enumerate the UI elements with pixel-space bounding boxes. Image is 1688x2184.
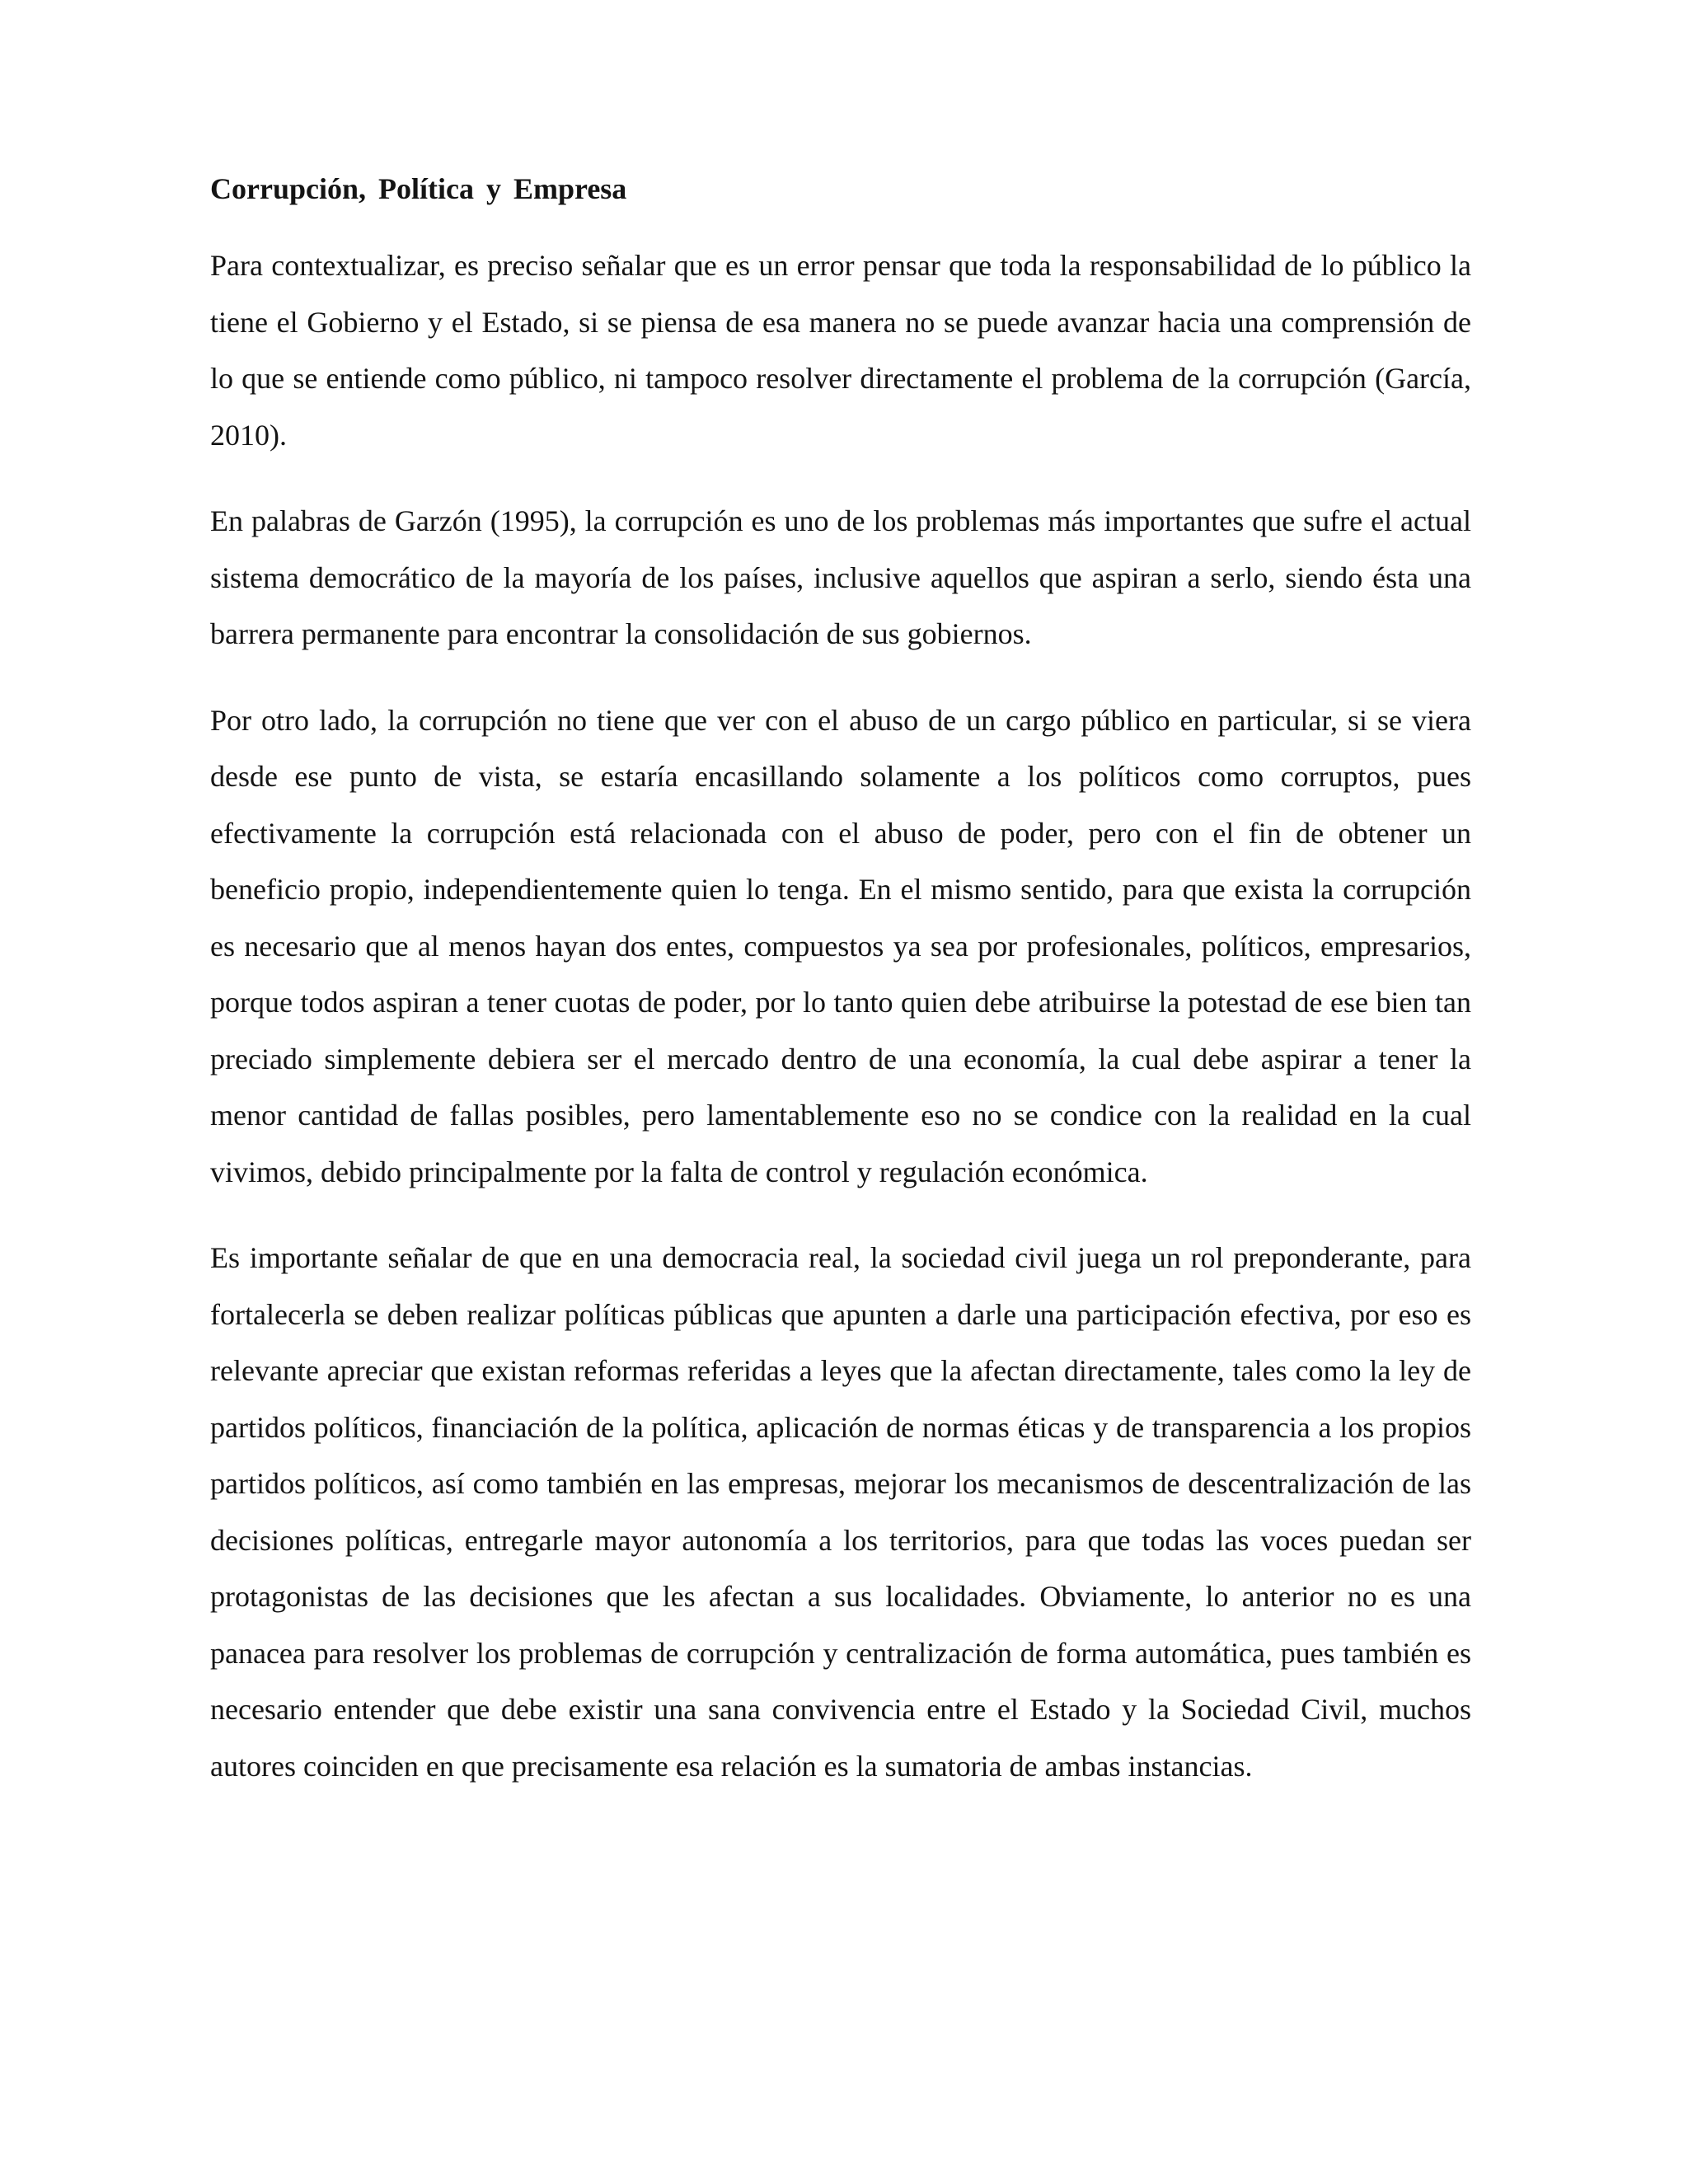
paragraph-2: En palabras de Garzón (1995), la corrupción es uno de los problemas más importantes que sufre el actual sistema democrático de la mayoría de los países, inclusive aquellos que aspiran a serlo, siendo ésta una barrera permanente para encontrar la consolidación de sus gobiernos.	[210, 504, 1471, 650]
document-title: Corrupción, Política y Empresa	[210, 172, 627, 205]
paragraph-3: Por otro lado, la corrupción no tiene que ver con el abuso de un cargo público en particular, si se viera desde ese punto de vista, se estaría encasillando solamente a los políticos como corruptos, pues efectivamente la corrupción está relacionada con el abuso de poder, pero con el fin de obtener un beneficio propio, independientemente quien lo tenga. En el mismo sentido, para que exista la corrupción es necesario que al menos hayan dos entes, compuestos ya sea por profesionales, políticos, empresarios, porque todos aspiran a tener cuotas de poder, por lo tanto quien debe atribuirse la potestad de ese bien tan preciado simplemente debiera ser el mercado dentro de una economía, la cual debe aspirar a tener la menor cantidad de fallas posibles, pero lamentablemente eso no se condice con la realidad en la cual vivimos, debido principalmente por la falta de control y regulación económica.	[210, 703, 1471, 1188]
paragraph-1: Para contextualizar, es preciso señalar que es un error pensar que toda la responsabilidad de lo público la tiene el Gobierno y el Estado, si se piensa de esa manera no se puede avanzar hacia una comprensión de lo que se entiende como público, ni tampoco resolver directamente el problema de la corrupción (García, 2010).	[210, 249, 1471, 452]
paragraph-4: Es importante señalar de que en una democracia real, la sociedad civil juega un rol preponderante, para fortalecerla se deben realizar políticas públicas que apunten a darle una participación efectiva, por eso es relevante apreciar que existan reformas referidas a leyes que la afectan directamente, tales como la ley de partidos políticos, financiación de la política, aplicación de normas éticas y de transparencia a los propios partidos políticos, así como también en las empresas, mejorar los mecanismos de descentralización de las decisiones políticas, entregarle mayor autonomía a los territorios, para que todas las voces puedan ser protagonistas de las decisiones que les afectan a sus localidades. Obviamente, lo anterior no es una panacea para resolver los problemas de corrupción y centralización de forma automática, pues también es necesario entender que debe existir una sana convivencia entre el Estado y la Sociedad Civil, muchos autores coinciden en que precisamente esa relación es la sumatoria de ambas instancias.	[210, 1241, 1471, 1783]
document-body	[210, 165, 1471, 1824]
